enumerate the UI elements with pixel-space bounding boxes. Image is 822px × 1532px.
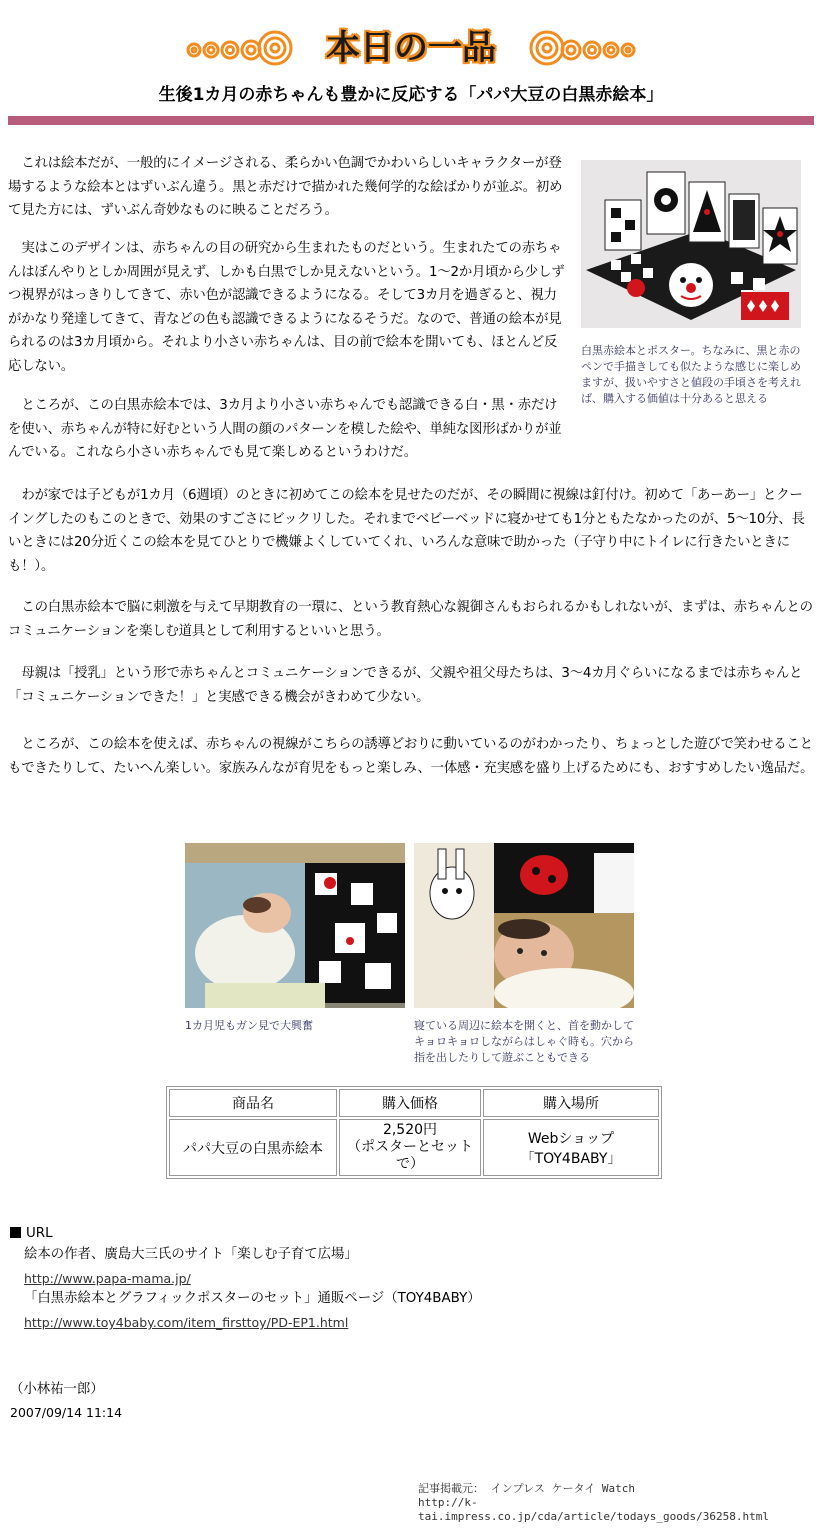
- article-paragraph-6: 母親は「授乳」という形で赤ちゃんとコミュニケーションできるが、父親や祖父母たちは、3〜4カ月ぐらいになるまでは赤ちゃんと「コミュニケーションできた！」と実感できる機会がきわめて少ない。: [8, 666, 803, 705]
- table-header-row: [169, 1089, 659, 1117]
- swirl-decoration-right: [529, 26, 637, 70]
- table-row: [169, 1119, 659, 1176]
- baby-photo-left[interactable]: [185, 843, 405, 1008]
- table-header-place: 購入場所: [483, 1089, 659, 1117]
- logo-title: 本日の一品: [326, 28, 496, 68]
- publish-datetime: 2007/09/14 11:14: [10, 1405, 123, 1420]
- link-description-2: 「白黒赤絵本とグラフィックポスターのセット」通販ページ（TOY4BABY）: [24, 1291, 481, 1306]
- product-info-table: [166, 1086, 662, 1179]
- swirl-decoration-left: [185, 26, 293, 70]
- table-header-name: 商品名: [169, 1089, 337, 1117]
- picture-book-image: [581, 160, 801, 328]
- section-logo: [185, 26, 637, 70]
- baby-photo-right[interactable]: [414, 843, 634, 1008]
- article-headline: 生後1カ月の赤ちゃんも豊かに反応する「パパ大豆の白黒赤絵本」: [158, 85, 664, 105]
- price-value: 2,520円: [382, 1122, 438, 1138]
- baby-photo-left-caption: 1カ月児もガン見で大興奮: [185, 1019, 313, 1032]
- baby-looking-at-book-image: [414, 843, 634, 1008]
- source-footer: [418, 1482, 822, 1524]
- source-line: 記事掲載元： インプレス ケータイ Watch: [418, 1482, 635, 1495]
- baby-with-book-image: [185, 843, 405, 1008]
- baby-photo-right-caption: 寝ている周辺に絵本を開くと、首を動かしてキョロキョロしながらはしゃぐ時も。穴から指を出したりして遊ぶこともできる: [414, 1019, 634, 1064]
- price-note: （ポスターとセットで）: [347, 1139, 473, 1172]
- link-description-1: 絵本の作者、廣島大三氏のサイト「楽しむ子育て広場」: [24, 1247, 358, 1262]
- picture-book-photo[interactable]: [581, 160, 801, 328]
- article-paragraph-2: 実はこのデザインは、赤ちゃんの目の研究から生まれたものだという。生まれたての赤ちゃんはぼんやりとしか周囲が見えず、しかも白黒でしか見えないという。1〜2か月頃から少しずつ視界がはっきりしてきて、赤い色が認識できるようになる。そして3カ月を過ぎると、視力がかなり発達してきて、青などの色も認識できるようになるそうだ。なので、普通の絵本が見られるのは3カ月頃から。それより小さい赤ちゃんは、目の前で絵本を開いても、ほとんど反応しない。: [8, 241, 565, 374]
- papa-mama-link[interactable]: http://www.papa-mama.jp/: [24, 1271, 191, 1286]
- picture-book-caption: 白黒赤絵本とポスター。ちなみに、黒と赤のペンで手描きしても似たような感じに楽しめますが、扱いやすさと値段の手頃さを考えれば、購入する価値は十分あると思える: [581, 344, 801, 405]
- table-cell-place: Webショップ「TOY4BABY」: [483, 1119, 659, 1176]
- article-paragraph-4: わが家では子どもが1カ月（6週頃）のときに初めてこの絵本を見せたのだが、その瞬間に視線は釘付け。初めて「あーあー」とクーイングしたのもこのときで、効果のすごさにビックリした。それまでベビーベッドに寝かせても1分ともたなかったのが、5〜10分、長いときには20分近くこの絵本を見てひとりで機嫌よくしていてくれ、いろんな意味で助かった（子守り中にトイレに行きたいときにも！）。: [8, 488, 805, 574]
- table-header-price: 購入価格: [339, 1089, 481, 1117]
- article-paragraph-1: これは絵本だが、一般的にイメージされる、柔らかい色調でかわいらしいキャラクターが登場するような絵本とはずいぶん違う。黒と赤だけで描かれた幾何学的な絵ばかりが並ぶ。初めて見た方には、ずいぶん奇妙なものに映ることだろう。: [8, 156, 563, 218]
- table-cell-name: パパ大豆の白黒赤絵本: [169, 1119, 337, 1176]
- square-bullet-icon: [10, 1227, 21, 1238]
- url-heading: [10, 1225, 53, 1243]
- headline-divider: [8, 116, 814, 125]
- toy4baby-link[interactable]: http://www.toy4baby.com/item_firsttoy/PD-EP1.html: [24, 1315, 349, 1330]
- url-heading-label: URL: [26, 1226, 53, 1241]
- source-url[interactable]: http://k-tai.impress.co.jp/cda/article/todays_goods/36258.html: [418, 1496, 769, 1523]
- article-paragraph-7: ところが、この絵本を使えば、赤ちゃんの視線がこちらの誘導どおりに動いているのがわかったり、ちょっとした遊びで笑わせることもできたりして、たいへん楽しい。家族みんなが育児をもっと楽しみ、一体感・充実感を盛り上げるためにも、おすすめしたい逸品だ。: [8, 737, 814, 776]
- article-paragraph-5: この白黒赤絵本で脳に刺激を与えて早期教育の一環に、という教育熱心な親御さんもおられるかもしれないが、まずは、赤ちゃんとのコミュニケーションを楽しむ道具として利用するといいと思う。: [8, 600, 813, 639]
- table-cell-price: [339, 1119, 481, 1176]
- author-name: （小林祐一郎）: [10, 1382, 104, 1397]
- article-paragraph-3: ところが、この白黒赤絵本では、3カ月より小さい赤ちゃんでも認識できる白・黒・赤だけを使い、赤ちゃんが特に好むという人間の顔のパターンを模した絵や、単純な図形ばかりが並んでいる。これなら小さい赤ちゃんでも見て楽しめるというわけだ。: [8, 398, 562, 460]
